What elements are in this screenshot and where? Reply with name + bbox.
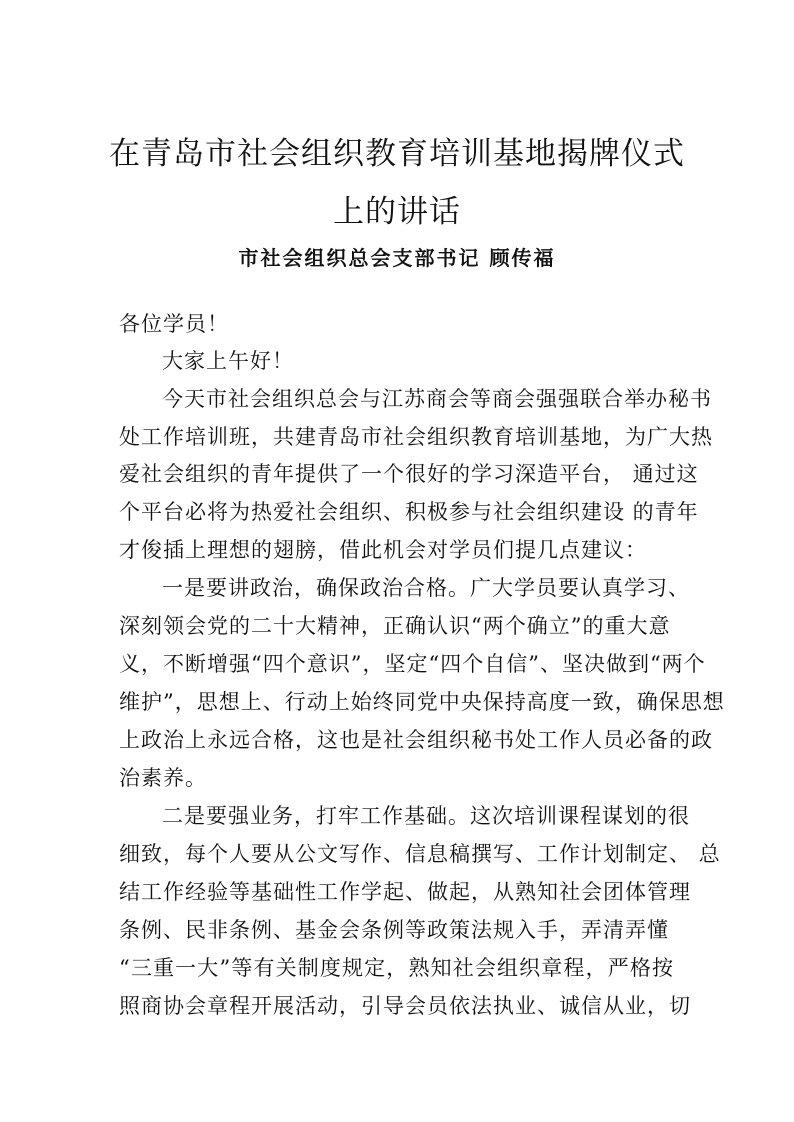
body-line-4: 处工作培训班，共建青岛市社会组织教育培训基地，为广大热: [119, 425, 713, 449]
document-title-line-1: 在青岛市社会组织教育培训基地揭牌仪式: [109, 136, 685, 172]
body-line-3: 今天市社会组织总会与江苏商会等商会强强联合举办秘书: [162, 387, 712, 411]
body-line-10: 义，不断增强“四个意识”，坚定“四个自信”、坚决做到“两个: [119, 652, 706, 676]
document-author: 市社会组织总会支部书记 顾传福: [238, 246, 556, 270]
body-line-12: 上政治上永远合格，这也是社会组织秘书处工作人员必备的政: [119, 728, 713, 752]
document-title-line-2: 上的讲话: [333, 194, 461, 230]
body-line-8: 一是要讲政治，确保政治合格。广大学员要认真学习、: [162, 576, 690, 600]
body-line-1: 各位学员！: [119, 312, 229, 336]
body-line-7: 才俊插上理想的翅膀，借此机会对学员们提几点建议：: [119, 538, 647, 562]
body-line-9: 深刻领会党的二十大精神，正确认识“两个确立”的重大意: [119, 614, 671, 638]
body-line-17: 条例、民非条例、基金会条例等政策法规入手，弄清弄懂: [119, 918, 669, 942]
body-line-2: 大家上午好！: [162, 349, 294, 373]
body-line-14: 二是要强业务，打牢工作基础。这次培训课程谋划的很: [162, 804, 690, 828]
body-line-6: 个平台必将为热爱社会组织、积极参与社会组织建设 的青年: [119, 500, 699, 524]
body-line-16: 结工作经验等基础性工作学起、做起，从熟知社会团体管理: [119, 880, 691, 904]
body-line-15: 细致，每个人要从公文写作、信息稿撰写、工作计划制定、 总: [119, 842, 721, 866]
body-line-5: 爱社会组织的青年提供了一个很好的学习深造平台， 通过这: [119, 462, 699, 486]
body-line-13: 治素养。: [119, 766, 207, 790]
body-line-18: “三重一大”等有关制度规定，熟知社会组织章程，严格按: [119, 956, 674, 980]
body-line-19: 照商协会章程开展活动，引导会员依法执业、诚信从业，切: [119, 994, 691, 1018]
body-line-11: 维护”，思想上、行动上始终同党中央保持高度一致，确保思想: [119, 690, 725, 714]
